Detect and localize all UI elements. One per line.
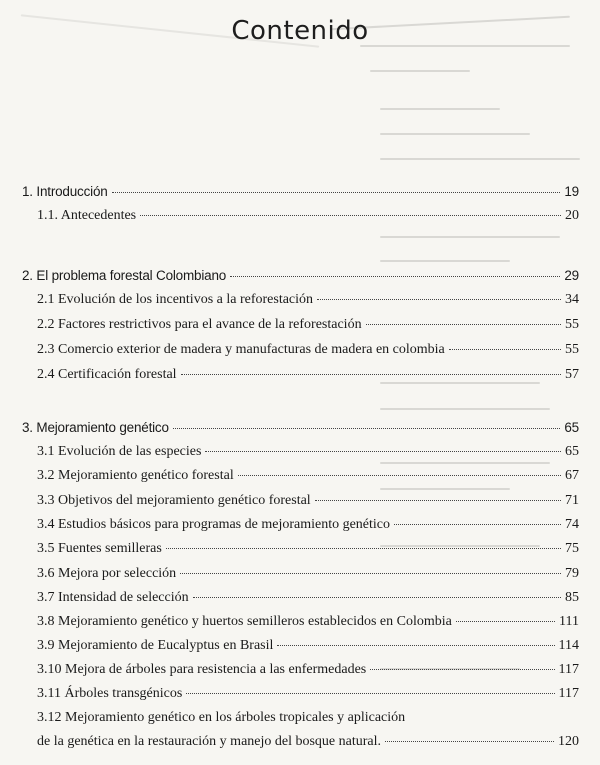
toc-label: de la genética en la restauración y manejo del bosque natural. <box>37 734 382 749</box>
toc-page-number: 65 <box>565 444 579 459</box>
dot-leader <box>315 500 561 501</box>
toc-page-number: 34 <box>565 292 579 307</box>
dot-leader <box>394 524 561 525</box>
dot-leader <box>173 428 561 429</box>
toc-label: 3.6 Mejora por selección <box>37 566 177 581</box>
toc-section-3-4[interactable] <box>37 517 579 533</box>
toc-section-3-6[interactable] <box>37 566 579 582</box>
dot-leader <box>366 324 561 325</box>
dot-leader <box>277 645 554 646</box>
bleed-through-mark <box>380 488 510 490</box>
toc-page-number: 19 <box>564 184 579 199</box>
toc-label: 2.2 Factores restrictivos para el avance de la reforestación <box>37 317 362 332</box>
toc-section-3-12-line-1[interactable]: 3.12 Mejoramiento genético en los árboles tropicales y aplicación <box>37 710 406 725</box>
toc-chapter-2[interactable] <box>22 268 579 283</box>
toc-section-3-12[interactable] <box>37 734 579 750</box>
dot-leader <box>370 669 554 670</box>
toc-page-number: 55 <box>565 317 579 332</box>
dot-leader <box>456 621 555 622</box>
toc-page-number: 111 <box>559 614 579 629</box>
page-title: Contenido <box>231 16 369 46</box>
toc-label: 3.11 Árboles transgénicos <box>37 686 183 701</box>
toc-section-3-7[interactable] <box>37 590 579 606</box>
bleed-through-mark <box>380 108 500 110</box>
bleed-through-mark <box>380 158 580 160</box>
bleed-through-mark <box>370 70 470 72</box>
toc-label: 3.8 Mejoramiento genético y huertos semilleros establecidos en Colombia <box>37 614 452 629</box>
toc-page-number: 114 <box>558 638 579 653</box>
toc-section-3-2[interactable] <box>37 468 579 484</box>
toc-section-1-1[interactable] <box>37 208 579 224</box>
bleed-through-mark <box>380 408 550 410</box>
toc-section-2-1[interactable] <box>37 292 579 308</box>
toc-page-number: 75 <box>565 541 579 556</box>
toc-label: 1. Introducción <box>22 184 108 199</box>
toc-page-number: 79 <box>565 566 579 581</box>
toc-section-3-8[interactable] <box>37 614 579 630</box>
toc-page-number: 117 <box>558 686 579 701</box>
dot-leader <box>238 475 561 476</box>
dot-leader <box>181 374 561 375</box>
bleed-through-mark <box>380 236 560 238</box>
toc-label: 3.2 Mejoramiento genético forestal <box>37 468 234 483</box>
toc-page-number: 71 <box>565 493 579 508</box>
toc-page-number: 85 <box>565 590 579 605</box>
toc-page-number: 20 <box>565 208 579 223</box>
dot-leader <box>193 597 561 598</box>
toc-label: 3.1 Evolución de las especies <box>37 444 202 459</box>
toc-label: 2.3 Comercio exterior de madera y manufacturas de madera en colombia <box>37 342 445 357</box>
toc-page-number: 65 <box>564 420 579 435</box>
toc-label: 3.4 Estudios básicos para programas de mejoramiento genético <box>37 517 391 532</box>
dot-leader <box>112 192 561 193</box>
toc-chapter-3[interactable] <box>22 420 579 435</box>
toc-section-3-5[interactable] <box>37 541 579 557</box>
toc-page-number: 120 <box>558 734 579 749</box>
dot-leader <box>186 693 554 694</box>
toc-section-3-11[interactable] <box>37 686 579 702</box>
toc-section-2-3[interactable] <box>37 342 579 358</box>
toc-label: 2.1 Evolución de los incentivos a la reforestación <box>37 292 314 307</box>
dot-leader <box>317 299 561 300</box>
toc-label: 2. El problema forestal Colombiano <box>22 268 227 283</box>
toc-label: 3.3 Objetivos del mejoramiento genético forestal <box>37 493 311 508</box>
toc-page-number: 29 <box>564 268 579 283</box>
toc-label: 3.9 Mejoramiento de Eucalyptus en Brasil <box>37 638 274 653</box>
bleed-through-mark <box>380 260 510 262</box>
toc-chapter-1[interactable] <box>22 184 579 199</box>
toc-page-number: 55 <box>565 342 579 357</box>
toc-section-2-2[interactable] <box>37 317 579 333</box>
bleed-through-mark <box>380 133 530 135</box>
bleed-through-mark <box>380 462 550 464</box>
toc-page-number: 57 <box>565 367 579 382</box>
dot-leader <box>140 215 561 216</box>
toc-section-3-3[interactable] <box>37 493 579 509</box>
dot-leader <box>449 349 561 350</box>
toc-label: 3.10 Mejora de árboles para resistencia a las enfermedades <box>37 662 367 677</box>
dot-leader <box>230 276 560 277</box>
toc-page-number: 67 <box>565 468 579 483</box>
dot-leader <box>205 451 561 452</box>
toc-section-3-1[interactable] <box>37 444 579 460</box>
toc-label: 2.4 Certificación forestal <box>37 367 177 382</box>
dot-leader <box>166 548 561 549</box>
toc-label: 1.1. Antecedentes <box>37 208 137 223</box>
toc-section-3-10[interactable] <box>37 662 579 678</box>
toc-page-number: 74 <box>565 517 579 532</box>
dot-leader <box>385 741 554 742</box>
dot-leader <box>180 573 561 574</box>
toc-label: 3.5 Fuentes semilleras <box>37 541 162 556</box>
toc-label: 3.7 Intensidad de selección <box>37 590 189 605</box>
toc-page-number: 117 <box>558 662 579 677</box>
toc-label: 3. Mejoramiento genético <box>22 420 169 435</box>
toc-section-3-9[interactable] <box>37 638 579 654</box>
toc-section-2-4[interactable] <box>37 367 579 383</box>
